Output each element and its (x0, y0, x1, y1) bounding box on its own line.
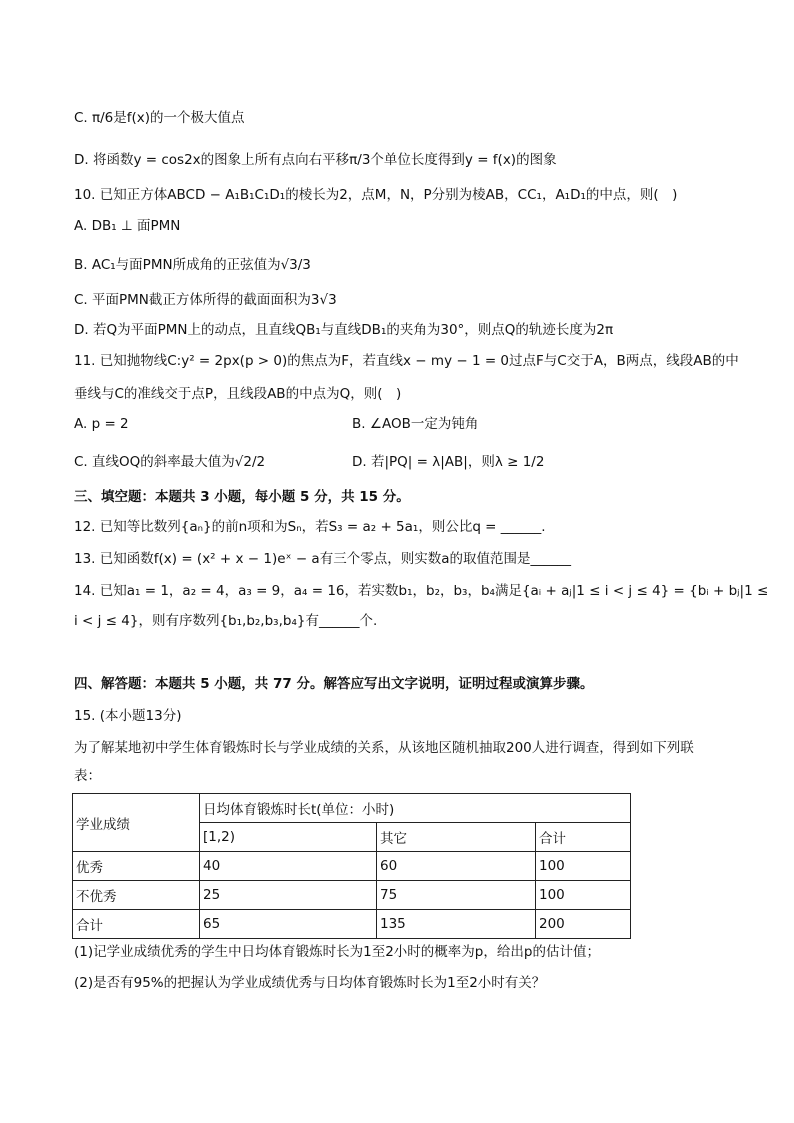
table-cell: 75 (377, 881, 536, 910)
option-10b: B. AC₁与面PMN所成角的正弦值为√3/3 (74, 257, 311, 273)
question-14-line1: 14. 已知a₁ = 1，a₂ = 4，a₃ = 9，a₄ = 16，若实数b₁，b₂，b₃，b₄满足{aᵢ + aⱼ|1 ≤ i < j ≤ 4} = {bᵢ + bⱼ|1 ≤ (74, 583, 769, 599)
option-11d: D. 若|PQ| = λ|AB|，则λ ≥ 1/2 (352, 454, 545, 470)
option-10a: A. DB₁ ⊥ 面PMN (74, 218, 181, 234)
option-9d: D. 将函数y = cos2x的图象上所有点向右平移π/3个单位长度得到y = f(x)的图象 (74, 152, 557, 168)
table-cell: 60 (377, 852, 536, 881)
table-cell: 65 (200, 910, 377, 939)
option-10d: D. 若Q为平面PMN上的动点，且直线QB₁与直线DB₁的夹角为30°，则点Q的轨迹长度为2π (74, 322, 614, 338)
question-10: 10. 已知正方体ABCD − A₁B₁C₁D₁的棱长为2，点M，N，P分别为棱AB，CC₁，A₁D₁的中点，则( ) (74, 187, 678, 203)
table-cell: 25 (200, 881, 377, 910)
row-label-cell: 优秀 (73, 852, 200, 881)
table-cell: 200 (536, 910, 631, 939)
table-row (73, 852, 631, 881)
question-15-title: 15. (本小题13分) (74, 708, 182, 724)
section-3-heading: 三、填空题：本题共 3 小题，每小题 5 分，共 15 分。 (74, 489, 410, 505)
table-row (73, 881, 631, 910)
subheader-cell: 合计 (536, 823, 631, 852)
option-11a: A. p = 2 (74, 416, 129, 432)
table-row (73, 794, 631, 823)
question-12: 12. 已知等比数列{aₙ}的前n项和为Sₙ，若S₃ = a₂ + 5a₁，则公比q = ______. (74, 519, 546, 535)
row-header-cell: 学业成绩 (73, 794, 200, 852)
question-14-line2: i < j ≤ 4}，则有序数列{b₁,b₂,b₃,b₄}有______个. (74, 613, 378, 629)
subquestion-2: (2)是否有95%的把握认为学业成绩优秀与日均体育锻炼时长为1至2小时有关？ (74, 975, 546, 991)
subheader-cell: 其它 (377, 823, 536, 852)
row-label-cell: 不优秀 (73, 881, 200, 910)
contingency-table (72, 793, 631, 939)
option-10c: C. 平面PMN截正方体所得的截面面积为3√3 (74, 292, 337, 308)
table-cell: 100 (536, 881, 631, 910)
option-9c: C. π/6是f(x)的一个极大值点 (74, 110, 245, 126)
section-4-heading: 四、解答题：本题共 5 小题，共 77 分。解答应写出文字说明，证明过程或演算步骤。 (74, 676, 594, 692)
table-row (73, 910, 631, 939)
question-15-text-line2: 表： (74, 768, 101, 784)
question-13: 13. 已知函数f(x) = (x² + x − 1)eˣ − a有三个零点，则实数a的取值范围是______ (74, 551, 571, 567)
subheader-cell: [1,2) (200, 823, 377, 852)
subquestion-1: (1)记学业成绩优秀的学生中日均体育锻炼时长为1至2小时的概率为p，给出p的估计值； (74, 944, 600, 960)
option-11c: C. 直线OQ的斜率最大值为√2/2 (74, 454, 266, 470)
question-11-line2: 垂线与C的准线交于点P，且线段AB的中点为Q，则( ) (74, 386, 402, 402)
table-cell: 135 (377, 910, 536, 939)
question-11-line1: 11. 已知抛物线C:y² = 2px(p > 0)的焦点为F，若直线x − my − 1 = 0过点F与C交于A，B两点，线段AB的中 (74, 353, 739, 369)
table-cell: 100 (536, 852, 631, 881)
row-label-cell: 合计 (73, 910, 200, 939)
question-15-text-line1: 为了解某地初中学生体育锻炼时长与学业成绩的关系，从该地区随机抽取200人进行调查，得到如下列联 (74, 740, 694, 756)
table-cell: 40 (200, 852, 377, 881)
column-header-cell: 日均体育锻炼时长t(单位：小时) (200, 794, 631, 823)
option-11b: B. ∠AOB一定为钝角 (352, 416, 479, 432)
